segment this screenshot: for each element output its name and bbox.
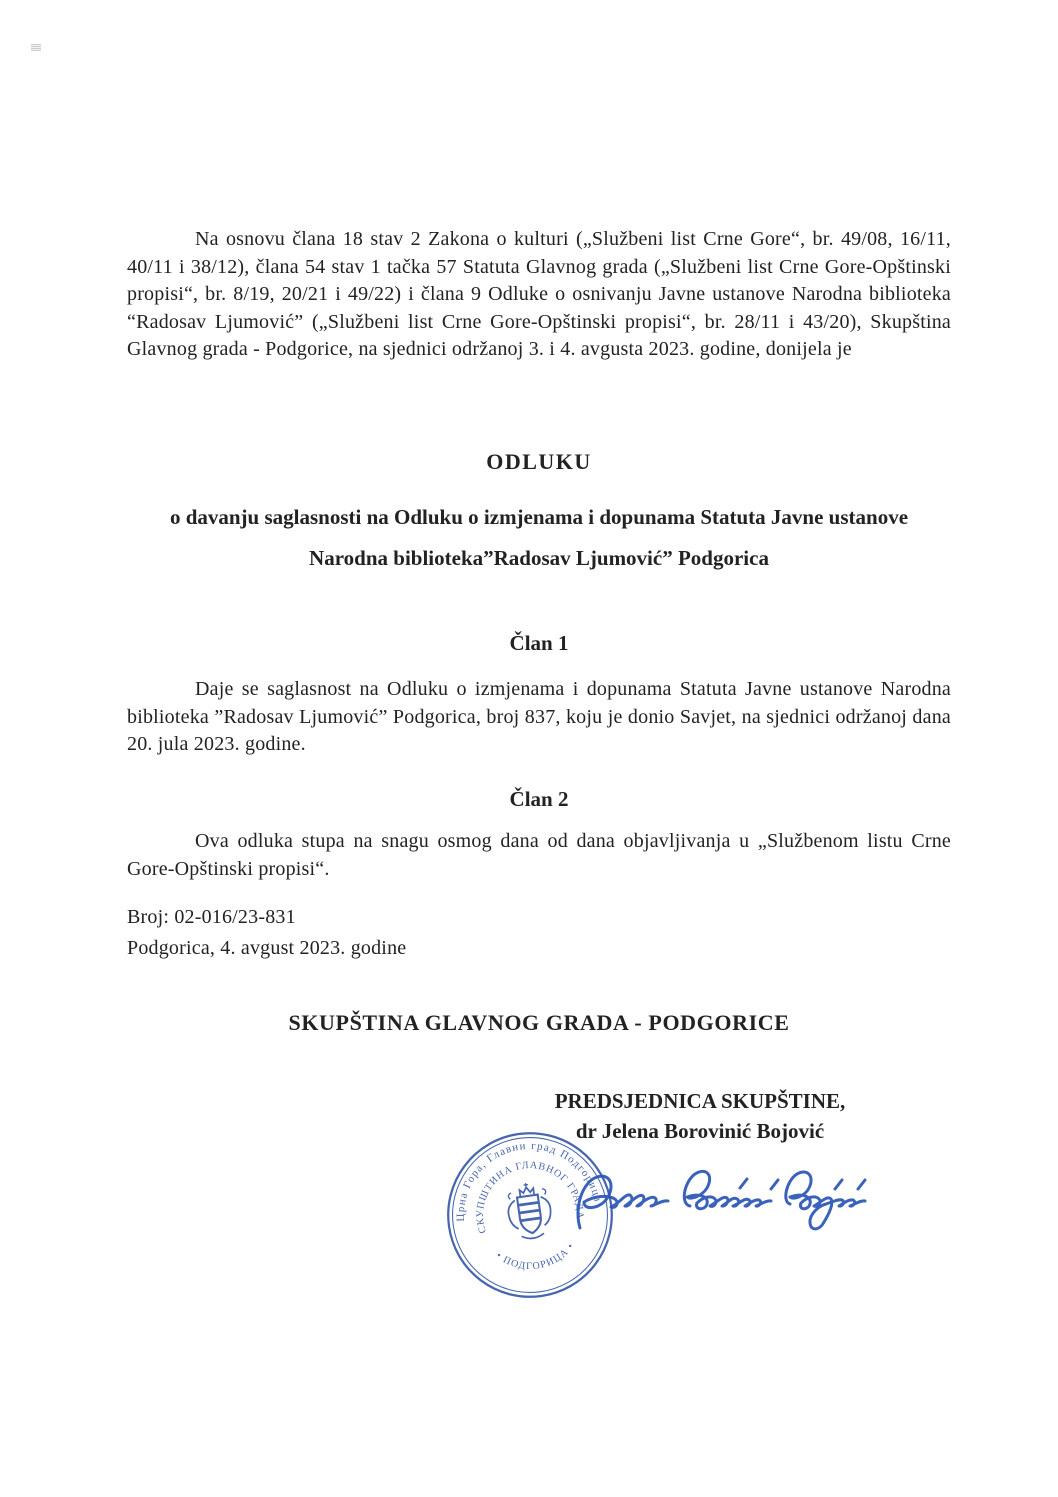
- intro-paragraph: Na osnovu člana 18 stav 2 Zakona o kulturi („Službeni list Crne Gore“, br. 49/08, 16/11, 40/11 i 38/12), člana 54 stav 1 tačka 57 Statuta Glavnog grada („Službeni list Crne Gore-Opštinski propisi“, br. 8/19, 20/21 i 49/22) i člana 9 Odluke o osnivanju Javne ustanove Narodna biblioteka “Radosav Ljumović” („Službeni list Crne Gore-Opštinski propisi“, br. 28/11 i 43/20), Skupština Glavnog grada - Podgorice, na sjednici održanoj 3. i 4. avgusta 2023. godine, donijela je: [127, 228, 951, 360]
- decision-subtitle: o davanju saglasnosti na Odluku o izmjenama i dopunama Statuta Javne ustanove Narodna biblioteka”Radosav Ljumović” Podgorica: [169, 505, 909, 570]
- signatory-name: dr Jelena Borovinić Bojović: [575, 1119, 825, 1143]
- signatory-title: PREDSJEDNICA SKUPŠTINE,: [554, 1089, 846, 1113]
- svg-text:• ПОДГОРИЦА •: [493, 1240, 580, 1278]
- seal-bottom-text: • ПОДГОРИЦА •: [493, 1240, 577, 1273]
- decision-title: ODLUKU: [486, 449, 592, 474]
- seal-outer-text: Црна Гора, Главни град Подгорица: [454, 1139, 604, 1222]
- article-1-heading: Član 1: [509, 631, 569, 655]
- handwritten-signature: [572, 1142, 906, 1266]
- document-number: Broj: 02-016/23-831: [127, 906, 296, 928]
- signature-icon: [572, 1142, 906, 1266]
- article-2-text: Ova odluka stupa na snagu osmog dana od dana objavljivanja u „Službenom listu Crne Gore-Opštinski propisi“.: [127, 830, 951, 880]
- place-and-date: Podgorica, 4. avgust 2023. godine: [127, 937, 407, 959]
- article-2-heading: Član 2: [509, 787, 569, 811]
- issuing-body: SKUPŠTINA GLAVNOG GRADA - PODGORICE: [288, 1010, 790, 1035]
- seal-inner-text: СКУПШТИНА ГЛАВНОГ ГРАДА: [474, 1159, 586, 1235]
- coat-of-arms-icon: [505, 1180, 555, 1241]
- scan-artifact: [31, 44, 41, 51]
- article-1-text: Daje se saglasnost na Odluku o izmjenama i dopunama Statuta Javne ustanove Narodna biblioteka ”Radosav Ljumović” Podgorica, broj 837, koju je donio Savjet, na sjednici održanoj dana 20. jula 2023. godine.: [127, 678, 951, 755]
